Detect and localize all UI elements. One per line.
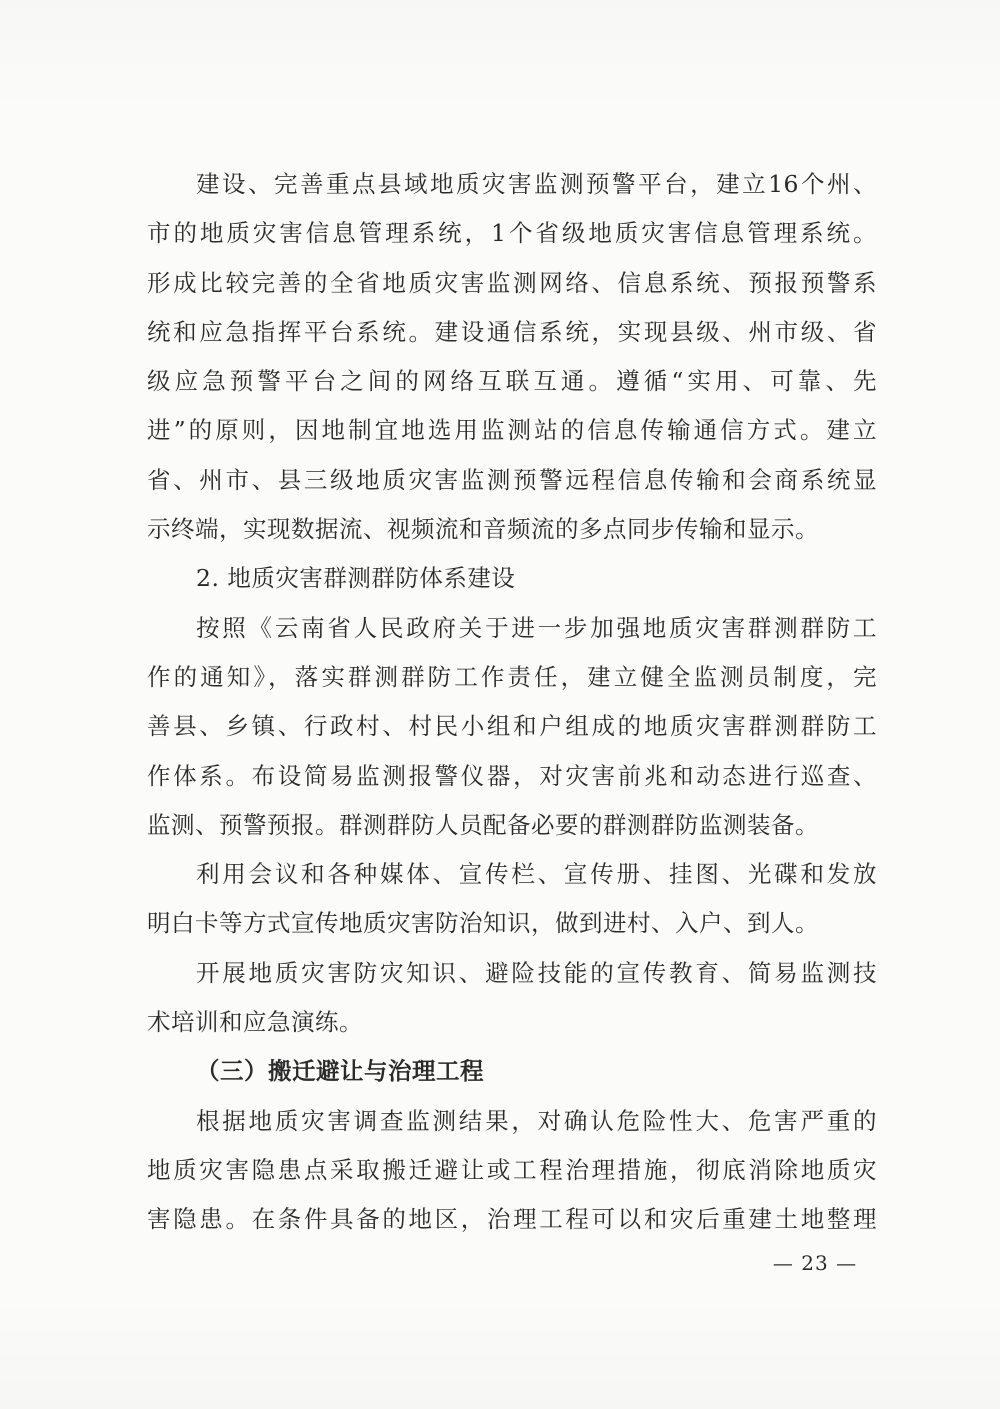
- section-heading: （三）搬迁避让与治理工程: [196, 1057, 484, 1086]
- text-line: 示终端，实现数据流、视频流和音频流的多点同步传输和显示。: [147, 515, 819, 544]
- text-line: 形成比较完善的全省地质灾害监测网络、信息系统、预报预警系: [147, 268, 877, 297]
- document-body: [147, 160, 877, 1245]
- text-line: 省、州市、县三级地质灾害监测预警远程信息传输和会商系统显: [147, 465, 877, 494]
- text-line: 作的通知》，落实群测群防工作责任，建立健全监测员制度，完: [147, 662, 877, 691]
- text-line: 市的地质灾害信息管理系统，1个省级地质灾害信息管理系统。: [147, 219, 877, 248]
- text-line: 作体系。布设简易监测报警仪器，对灾害前兆和动态进行巡查、: [147, 761, 877, 790]
- text-line: 术培训和应急演练。: [147, 1008, 363, 1037]
- text-line: 统和应急指挥平台系统。建设通信系统，实现县级、州市级、省: [147, 317, 877, 346]
- page-number: — 23 —: [772, 1251, 858, 1275]
- section-heading: 2. 地质灾害群测群防体系建设: [196, 564, 516, 593]
- text-line: 进”的原则，因地制宜地选用监测站的信息传输通信方式。建立: [147, 416, 877, 445]
- text-line: 利用会议和各种媒体、宣传栏、宣传册、挂图、光碟和发放: [196, 860, 877, 889]
- text-line: 级应急预警平台之间的网络互联互通。遵循“实用、可靠、先: [147, 367, 877, 396]
- text-line: 善县、乡镇、行政村、村民小组和户组成的地质灾害群测群防工: [147, 712, 877, 741]
- text-line: 开展地质灾害防灾知识、避险技能的宣传教育、简易监测技: [196, 958, 877, 987]
- text-line: 根据地质灾害调查监测结果，对确认危险性大、危害严重的: [196, 1106, 877, 1135]
- text-line: 监测、预警预报。群测群防人员配备必要的群测群防监测装备。: [147, 810, 819, 839]
- text-line: 明白卡等方式宣传地质灾害防治知识，做到进村、入户、到人。: [147, 909, 819, 938]
- text-line: 建设、完善重点县域地质灾害监测预警平台，建立16个州、: [196, 170, 877, 198]
- text-line: 害隐患。在条件具备的地区，治理工程可以和灾后重建土地整理: [147, 1205, 877, 1234]
- text-line: 地质灾害隐患点采取搬迁避让或工程治理措施，彻底消除地质灾: [147, 1155, 877, 1184]
- text-line: 按照《云南省人民政府关于进一步加强地质灾害群测群防工: [196, 613, 877, 642]
